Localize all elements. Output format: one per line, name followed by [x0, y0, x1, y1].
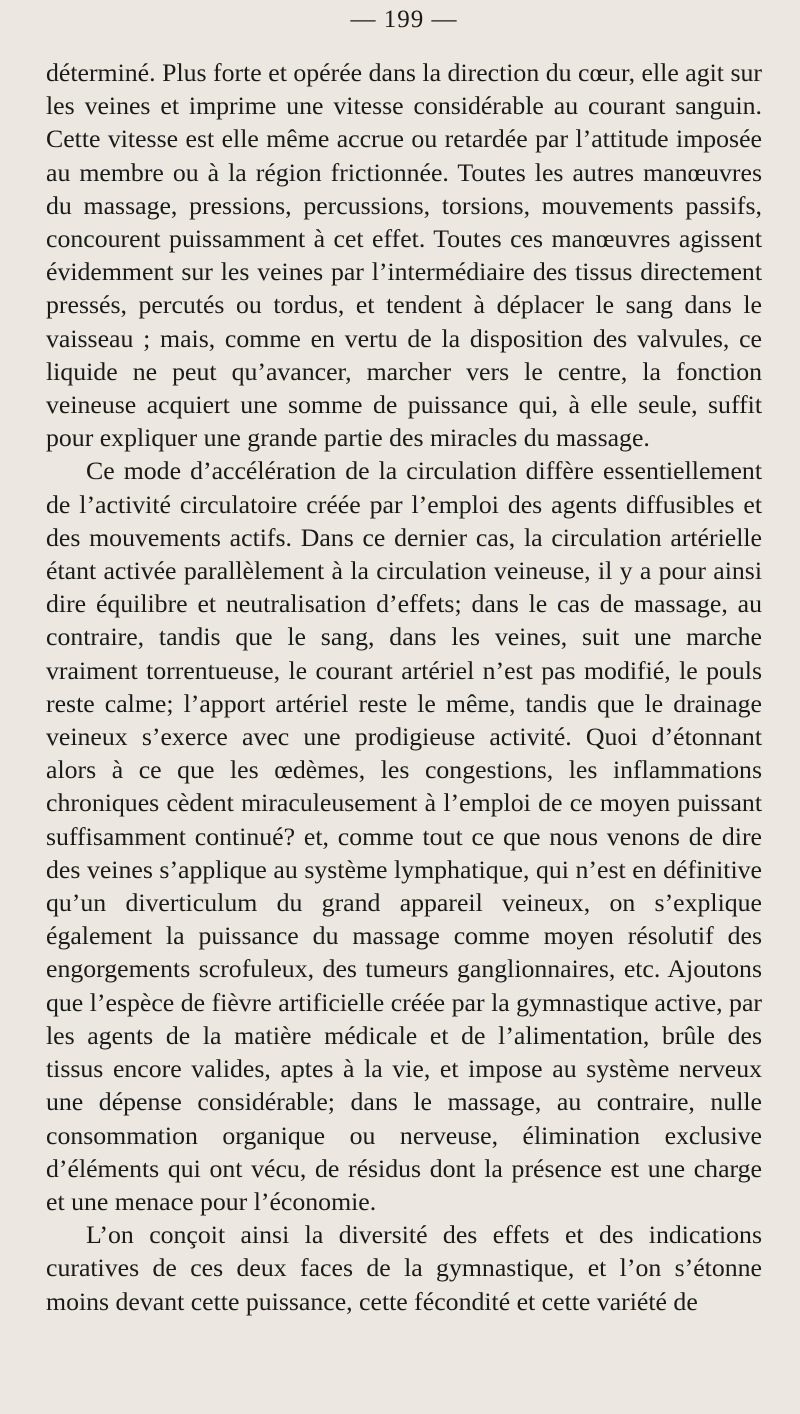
page-number-header: — 199 — [350, 6, 458, 33]
paragraph-2: Ce mode d’accélération de la circulation diffère essentiellement de l’activité circulatoire créée par l’emploi des agents diffusibles et des mouvements actifs. Dans ce dernier cas, la circulation artérielle étant activée parallèlement à la circulation veineuse, il y a pour ainsi dire équilibre et neutralisation d’effets; dans le cas de massage, au contraire, tandis que le sang, dans les veines, suit une marche vraiment torrentueuse, le courant artériel n’est pas modifié, le pouls reste calme; l’apport artériel reste le même, tandis que le drainage veineux s’exerce avec une prodigieuse activité. Quoi d’étonnant alors à ce que les œdèmes, les congestions, les inflammations chroniques cèdent miraculeusement à l’emploi de ce moyen puissant suffisamment continué? et, comme tout ce que nous venons de dire des veines s’applique au système lymphatique, qui n’est en définitive qu’un diverticulum du grand appareil veineux, on s’explique également la puissance du massage comme moyen résolutif des engorgements scrofuleux, des tumeurs ganglionnaires, etc. Ajoutons que l’espèce de fièvre artificielle créée par la gymnastique active, par les agents de la matière médicale et de l’alimentation, brûle des tissus encore valides, aptes à la vie, et impose au système nerveux une dépense considérable; dans le massage, au contraire, nulle consommation organique ou nerveuse, élimination exclusive d’éléments qui ont vécu, de résidus dont la présence est une charge et une menace pour l’économie. [46, 456, 762, 1216]
paragraph-3: L’on conçoit ainsi la diversité des effets et des indications curatives de ces deux faces de la gymnastique, et l’on s’étonne moins devant cette puissance, cette fécondité et cette variété de [46, 1220, 762, 1316]
paragraph-1: déterminé. Plus forte et opérée dans la direction du cœur, elle agit sur les veines et imprime une vitesse considérable au courant sanguin. Cette vitesse est elle même accrue ou retardée par l’attitude imposée au membre ou à la région frictionnée. Toutes les autres manœuvres du massage, pressions, percussions, torsions, mouvements passifs, concourent puissamment à cet effet. Toutes ces manœuvres agissent évidemment sur les veines par l’intermédiaire des tissus directement pressés, percutés ou tordus, et tendent à déplacer le sang dans le vaisseau ; mais, comme en vertu de la disposition des valvules, ce liquide ne peut qu’avancer, marcher vers le centre, la fonction veineuse acquiert une somme de puissance qui, à elle seule, suffit pour expliquer une grande partie des miracles du massage. [46, 58, 762, 453]
